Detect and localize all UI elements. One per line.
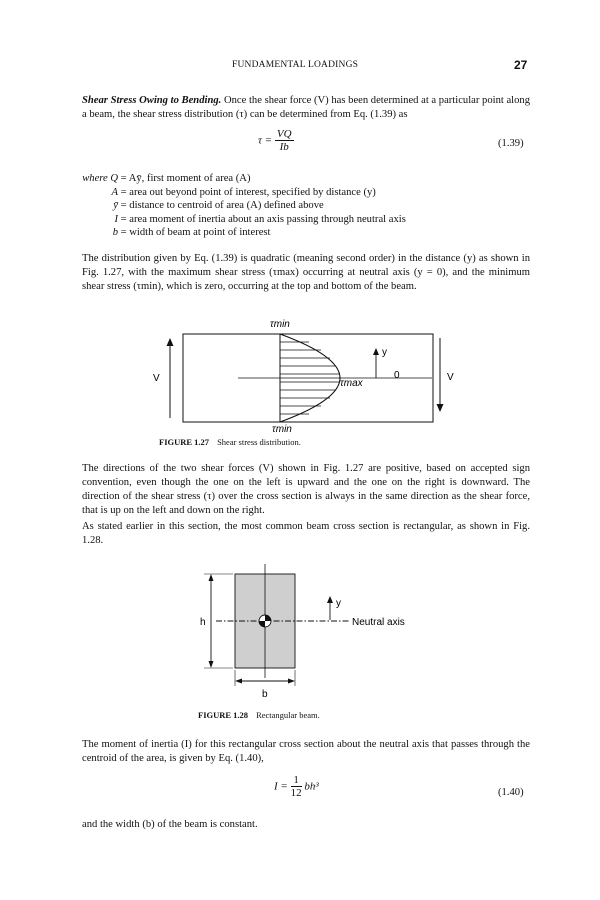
y-axis-arrowhead [373, 348, 379, 355]
intro-text: Once the shear force (V) has been determined at a particular point along a beam, the shear stress distribution (τ) can be determined from Eq. (1.39) as [82, 95, 531, 120]
eq140-fraction [291, 774, 302, 799]
figure-1-28-caption [198, 710, 320, 720]
h-arrowhead-bottom [209, 661, 214, 668]
eq140-rhs: bh³ [304, 780, 319, 793]
definitions-list [50, 172, 406, 240]
paragraph-moment-of-inertia: The moment of inertia (I) for this rectangular cross section about the neutral axis that passes through the centroid of the area, is given by Eq. (1.40), [82, 739, 530, 764]
neutral-axis-label: Neutral axis [352, 617, 405, 628]
figure-1-28-text: Rectangular beam. [256, 710, 320, 720]
zero-label: 0 [394, 370, 400, 381]
running-header-title: FUNDAMENTAL LOADINGS [232, 60, 359, 70]
eq139-number: (1.39) [498, 138, 524, 149]
right-v-label: V [447, 372, 454, 383]
tau-max-label: τmax [340, 378, 363, 389]
h-arrowhead-top [209, 574, 214, 581]
eq139-fraction [275, 128, 294, 153]
left-v-label: V [153, 373, 160, 384]
b-arrowhead-left [235, 679, 242, 684]
h-label: h [200, 617, 206, 628]
eq140-numerator: 1 [291, 774, 302, 787]
figure-1-27-number: FIGURE 1.27 [159, 437, 210, 447]
tau-min-bottom-label: τmin [272, 424, 292, 434]
right-shear-arrowhead [437, 404, 444, 412]
eq139-lhs: τ = [258, 134, 273, 147]
definition-row: I = area moment of inertia about an axis passing through neutral axis [114, 213, 406, 225]
left-shear-arrowhead [167, 338, 174, 346]
paragraph-distribution: The distribution given by Eq. (1.39) is quadratic (meaning second order) in the distance (y) as shown in Fig. 1.27, with the maximum shear stress (τmax) occurring at neutral axis (y = 0), and the minimum shear stress (τmin), which is zero, occurring at the top and bottom of the beam. [82, 253, 530, 292]
figure-1-27-caption [159, 437, 301, 447]
equation-1-40 [274, 774, 319, 799]
intro-paragraph [82, 94, 530, 122]
page-number: 27 [514, 58, 528, 72]
figure-1-28 [190, 562, 430, 704]
y-axis-arrowhead [327, 596, 333, 603]
b-arrowhead-right [288, 679, 295, 684]
eq140-number: (1.40) [498, 787, 524, 798]
eq140-denominator: 12 [290, 787, 302, 799]
definition-row: A = area out beyond point of interest, specified by distance (y) [111, 186, 376, 198]
y-label: y [382, 347, 387, 358]
definition-row: b = width of beam at point of interest [112, 227, 271, 238]
paragraph-sign-convention: The directions of the two shear forces (V) shown in Fig. 1.27 are positive, based on accepted sign convention, even though the one on the left is upward and the one on the right is downward. The direction of the shear stress (τ) over the cross section is always in the same direction as the shear force, that is up on the left and down on the right. [82, 463, 530, 516]
y-label: y [336, 598, 341, 609]
eq139-numerator: VQ [276, 128, 292, 140]
eq140-lhs: I = [274, 780, 288, 793]
eq139-denominator: Ib [279, 141, 289, 153]
equation-1-39 [258, 128, 294, 153]
figure-1-27-text: Shear stress distribution. [217, 437, 301, 447]
definition-row: where Q = Aȳ, first moment of area (A) [82, 173, 251, 184]
section-heading: Shear Stress Owing to Bending. [82, 95, 222, 106]
figure-1-27 [150, 314, 470, 434]
definition-row: ȳ = distance to centroid of area (A) defined above [113, 200, 324, 211]
paragraph-constant-width: and the width (b) of the beam is constant. [82, 819, 258, 830]
paragraph-rectangular: As stated earlier in this section, the most common beam cross section is rectangular, as shown in Fig. 1.28. [82, 521, 530, 546]
figure-1-28-number: FIGURE 1.28 [198, 710, 249, 720]
tau-min-top-label: τmin [270, 319, 290, 330]
b-label: b [262, 689, 268, 700]
